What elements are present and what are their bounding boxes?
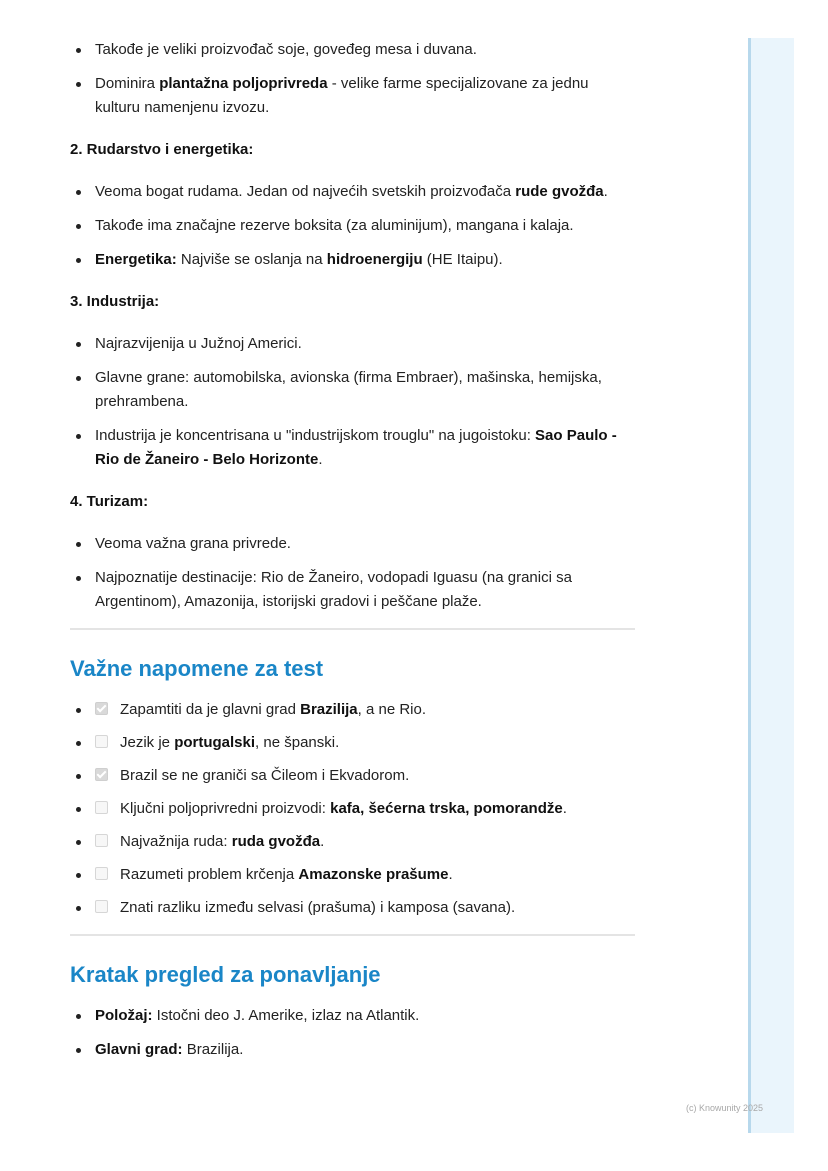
document-content <box>70 38 635 1072</box>
bold-text: portugalski <box>174 734 256 751</box>
text: Najrazvijenija u Južnoj Americi. <box>95 335 302 352</box>
list-item <box>70 1004 635 1028</box>
list-item <box>70 38 635 62</box>
text: . <box>320 833 325 850</box>
checklist-item <box>70 797 635 821</box>
text: Istočni deo J. Amerike, izlaz na Atlantik. <box>152 1007 420 1024</box>
checklist-item <box>70 830 635 854</box>
text: Ključni poljoprivredni proizvodi: <box>120 800 331 817</box>
checkbox[interactable] <box>95 801 108 814</box>
text: Najvažnija ruda: <box>120 833 232 850</box>
checkbox[interactable] <box>95 702 108 715</box>
text: Industrija je koncentrisana u "industrijskom trouglu" na jugoistoku: <box>95 427 536 444</box>
footer-copyright: (c) Knowunity 2025 <box>686 1103 764 1113</box>
text: Jezik je <box>120 734 175 751</box>
list-item <box>70 1038 635 1062</box>
text: Najviše se oslanja na <box>176 251 327 268</box>
bold-text: kafa, šećerna trska, pomorandže <box>330 800 563 817</box>
divider <box>70 628 635 630</box>
list-item <box>70 72 635 120</box>
bold-text: rude gvožđa <box>515 183 604 200</box>
checklist-item <box>70 731 635 755</box>
list-item <box>70 366 635 414</box>
checklist-item <box>70 764 635 788</box>
text: Razumeti problem krčenja <box>120 866 299 883</box>
text: (HE Itaipu). <box>422 251 503 268</box>
section-heading: 4. Turizam: <box>70 493 149 510</box>
text: . <box>318 451 323 468</box>
text: , ne španski. <box>255 734 340 751</box>
list-item <box>70 532 635 556</box>
text: Brazil se ne graniči sa Čileom i Ekvadorom. <box>120 767 410 784</box>
checkbox[interactable] <box>95 735 108 748</box>
list-item <box>70 180 635 204</box>
text: . <box>448 866 453 883</box>
checkbox[interactable] <box>95 768 108 781</box>
checkbox[interactable] <box>95 834 108 847</box>
bullet-list <box>70 532 635 614</box>
side-panel <box>748 38 794 1133</box>
bullet-list <box>70 1004 635 1062</box>
list-item <box>70 566 635 614</box>
text: , a ne Rio. <box>357 701 427 718</box>
bold-text: ruda gvožđa <box>231 833 321 850</box>
checklist-item <box>70 896 635 920</box>
checkbox[interactable] <box>95 867 108 880</box>
bold-text: Sao Paulo - Rio de Žaneiro - Belo Horizonte <box>95 427 617 468</box>
text: - velike farme specijalizovane za jednu kulturu namenjenu izvozu. <box>95 75 589 116</box>
section-heading: 2. Rudarstvo i energetika: <box>70 141 254 158</box>
section-title: Kratak pregled za ponavljanje <box>70 962 381 987</box>
bullet-list <box>70 38 635 120</box>
checklist <box>70 698 635 920</box>
section-heading: 3. Industrija: <box>70 293 160 310</box>
bold-text: hidroenergiju <box>326 251 423 268</box>
divider <box>70 934 635 936</box>
text: Zapamtiti da je glavni grad <box>120 701 301 718</box>
list-item <box>70 332 635 356</box>
text: Veoma važna grana privrede. <box>95 535 291 552</box>
bold-text: Položaj: <box>95 1007 153 1024</box>
checklist-item <box>70 863 635 887</box>
list-item <box>70 424 635 472</box>
text: Takođe je veliki proizvođač soje, goveđeg mesa i duvana. <box>95 41 477 58</box>
text: Glavne grane: automobilska, avionska (firma Embraer), mašinska, hemijska, prehrambena. <box>95 369 602 410</box>
bullet-list <box>70 180 635 272</box>
text: Brazilija. <box>182 1041 244 1058</box>
text: Dominira <box>95 75 160 92</box>
text: Najpoznatije destinacije: Rio de Žaneiro, vodopadi Iguasu (na granici sa Argentinom), Amazonija, istorijski gradovi i peščane plaže. <box>95 569 572 610</box>
text: Znati razliku između selvasi (prašuma) i kamposa (savana). <box>120 899 516 916</box>
section-title: Važne napomene za test <box>70 656 324 681</box>
text: . <box>562 800 567 817</box>
checkbox[interactable] <box>95 900 108 913</box>
bold-text: Amazonske prašume <box>298 866 449 883</box>
bullet-list <box>70 332 635 472</box>
bold-text: plantažna poljoprivreda <box>159 75 328 92</box>
bold-text: Glavni grad: <box>95 1041 183 1058</box>
list-item <box>70 214 635 238</box>
list-item <box>70 248 635 272</box>
bold-text: Energetika: <box>95 251 177 268</box>
checklist-item <box>70 698 635 722</box>
text: Takođe ima značajne rezerve boksita (za aluminijum), mangana i kalaja. <box>95 217 574 234</box>
text: Veoma bogat rudama. Jedan od najvećih svetskih proizvođača <box>95 183 516 200</box>
text: . <box>603 183 608 200</box>
bold-text: Brazilija <box>300 701 358 718</box>
